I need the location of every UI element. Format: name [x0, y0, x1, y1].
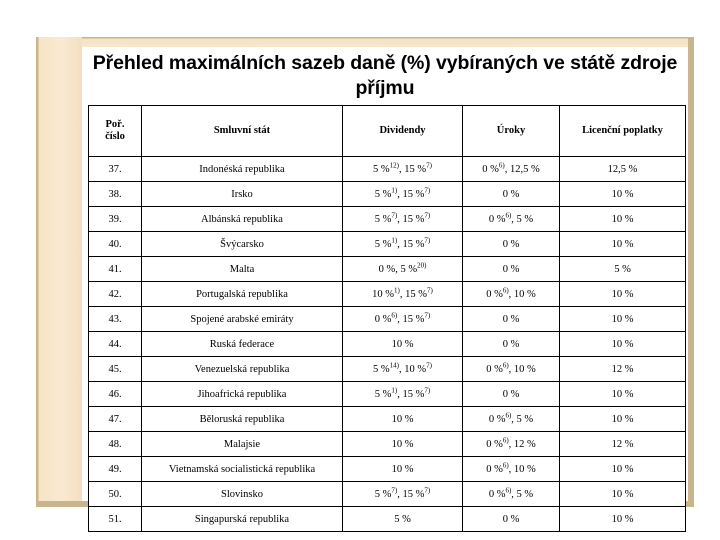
cell-state-name: Ruská federace	[142, 332, 343, 357]
table-row	[89, 282, 686, 307]
cell-interest: 0 %$^{6)}$, 5 %	[463, 207, 560, 232]
cell-interest: 0 %$^{6)}$, 10 %	[463, 457, 560, 482]
table-row	[89, 507, 686, 532]
table-row	[89, 482, 686, 507]
cell-royalties: 10 %	[560, 207, 686, 232]
page-title	[82, 51, 688, 101]
cell-state-name: Spojené arabské emiráty	[142, 307, 343, 332]
table-row	[89, 382, 686, 407]
cell-state-name: Malta	[142, 257, 343, 282]
table-row	[89, 407, 686, 432]
column-header-interest: Úroky	[463, 106, 560, 157]
cell-order-number: 49.	[89, 457, 142, 482]
cell-dividends: 10 %	[343, 407, 463, 432]
cell-interest: 0 %	[463, 507, 560, 532]
cell-royalties: 12,5 %	[560, 157, 686, 182]
cell-order-number: 47.	[89, 407, 142, 432]
page-title-line-1: Přehled maximálních sazeb daně (%) vybíraných ve	[92, 52, 565, 74]
tax-rates-table	[88, 105, 686, 532]
table-row	[89, 207, 686, 232]
cell-state-name: Běloruská republika	[142, 407, 343, 432]
cell-royalties: 10 %	[560, 307, 686, 332]
table-header-row	[89, 106, 686, 157]
cell-royalties: 10 %	[560, 332, 686, 357]
cell-interest: 0 %$^{6)}$, 10 %	[463, 282, 560, 307]
cell-interest: 0 %$^{6)}$, 12 %	[463, 432, 560, 457]
cell-order-number: 46.	[89, 382, 142, 407]
cell-state-name: Singapurská republika	[142, 507, 343, 532]
column-header-order-number	[89, 106, 142, 157]
cell-interest: 0 %	[463, 307, 560, 332]
cell-interest: 0 %$^{6)}$, 10 %	[463, 357, 560, 382]
cell-state-name: Jihoafrická republika	[142, 382, 343, 407]
cell-interest: 0 %	[463, 332, 560, 357]
cell-interest: 0 %$^{6)}$, 12,5 %	[463, 157, 560, 182]
table-row	[89, 182, 686, 207]
cell-royalties: 12 %	[560, 432, 686, 457]
cell-order-number: 45.	[89, 357, 142, 382]
decorative-frame-left	[36, 37, 82, 507]
cell-dividends: 5 %$^{7)}$, 15 %$^{7)}$	[343, 207, 463, 232]
cell-state-name: Portugalská republika	[142, 282, 343, 307]
cell-interest: 0 %	[463, 182, 560, 207]
cell-dividends: 5 %$^{14)}$, 10 %$^{7)}$	[343, 357, 463, 382]
cell-order-number: 43.	[89, 307, 142, 332]
table-header	[89, 106, 686, 157]
cell-dividends: 5 %$^{12)}$, 15 %$^{7)}$	[343, 157, 463, 182]
cell-royalties: 10 %	[560, 482, 686, 507]
cell-state-name: Albánská republika	[142, 207, 343, 232]
cell-dividends: 0 %, 5 %$^{20)}$	[343, 257, 463, 282]
cell-order-number: 51.	[89, 507, 142, 532]
cell-order-number: 40.	[89, 232, 142, 257]
table-row	[89, 307, 686, 332]
cell-order-number: 39.	[89, 207, 142, 232]
cell-state-name: Slovinsko	[142, 482, 343, 507]
cell-dividends: 5 %$^{1)}$, 15 %$^{7)}$	[343, 232, 463, 257]
cell-royalties: 10 %	[560, 182, 686, 207]
cell-royalties: 10 %	[560, 282, 686, 307]
table-row	[89, 432, 686, 457]
column-header-order-number-line-2: číslo	[105, 131, 125, 142]
cell-royalties: 12 %	[560, 357, 686, 382]
cell-interest: 0 %	[463, 232, 560, 257]
cell-royalties: 10 %	[560, 407, 686, 432]
table-body	[89, 157, 686, 532]
cell-state-name: Irsko	[142, 182, 343, 207]
cell-state-name: Švýcarsko	[142, 232, 343, 257]
table-row	[89, 332, 686, 357]
cell-dividends: 10 %$^{1)}$, 15 %$^{7)}$	[343, 282, 463, 307]
cell-dividends: 5 %$^{1)}$, 15 %$^{7)}$	[343, 182, 463, 207]
cell-interest: 0 %	[463, 257, 560, 282]
cell-order-number: 42.	[89, 282, 142, 307]
cell-order-number: 38.	[89, 182, 142, 207]
page-title-line-2: státě zdroje příjmu	[355, 52, 678, 99]
cell-interest: 0 %	[463, 382, 560, 407]
cell-interest: 0 %$^{6)}$, 5 %	[463, 407, 560, 432]
cell-state-name: Vietnamská socialistická republika	[142, 457, 343, 482]
decorative-frame-top	[36, 37, 694, 47]
cell-dividends: 5 %	[343, 507, 463, 532]
table-row	[89, 357, 686, 382]
cell-dividends: 10 %	[343, 457, 463, 482]
table-row	[89, 232, 686, 257]
cell-royalties: 10 %	[560, 507, 686, 532]
cell-royalties: 10 %	[560, 232, 686, 257]
slide-content	[82, 47, 688, 525]
cell-state-name: Malajsie	[142, 432, 343, 457]
cell-dividends: 5 %$^{7)}$, 15 %$^{7)}$	[343, 482, 463, 507]
cell-order-number: 50.	[89, 482, 142, 507]
cell-dividends: 10 %	[343, 332, 463, 357]
column-header-royalties: Licenční poplatky	[560, 106, 686, 157]
decorative-frame-right-edge	[688, 37, 694, 507]
table-row	[89, 157, 686, 182]
column-header-order-number-line-1: Poř.	[105, 119, 125, 130]
cell-order-number: 37.	[89, 157, 142, 182]
cell-royalties: 10 %	[560, 382, 686, 407]
column-header-state: Smluvní stát	[142, 106, 343, 157]
cell-interest: 0 %$^{6)}$, 5 %	[463, 482, 560, 507]
cell-state-name: Venezuelská republika	[142, 357, 343, 382]
column-header-dividends: Dividendy	[343, 106, 463, 157]
cell-royalties: 5 %	[560, 257, 686, 282]
table-row	[89, 457, 686, 482]
cell-dividends: 10 %	[343, 432, 463, 457]
cell-dividends: 5 %$^{1)}$, 15 %$^{7)}$	[343, 382, 463, 407]
table-row	[89, 257, 686, 282]
cell-order-number: 44.	[89, 332, 142, 357]
cell-order-number: 48.	[89, 432, 142, 457]
cell-dividends: 0 %$^{6)}$, 15 %$^{7)}$	[343, 307, 463, 332]
cell-order-number: 41.	[89, 257, 142, 282]
cell-state-name: Indonéská republika	[142, 157, 343, 182]
cell-royalties: 10 %	[560, 457, 686, 482]
